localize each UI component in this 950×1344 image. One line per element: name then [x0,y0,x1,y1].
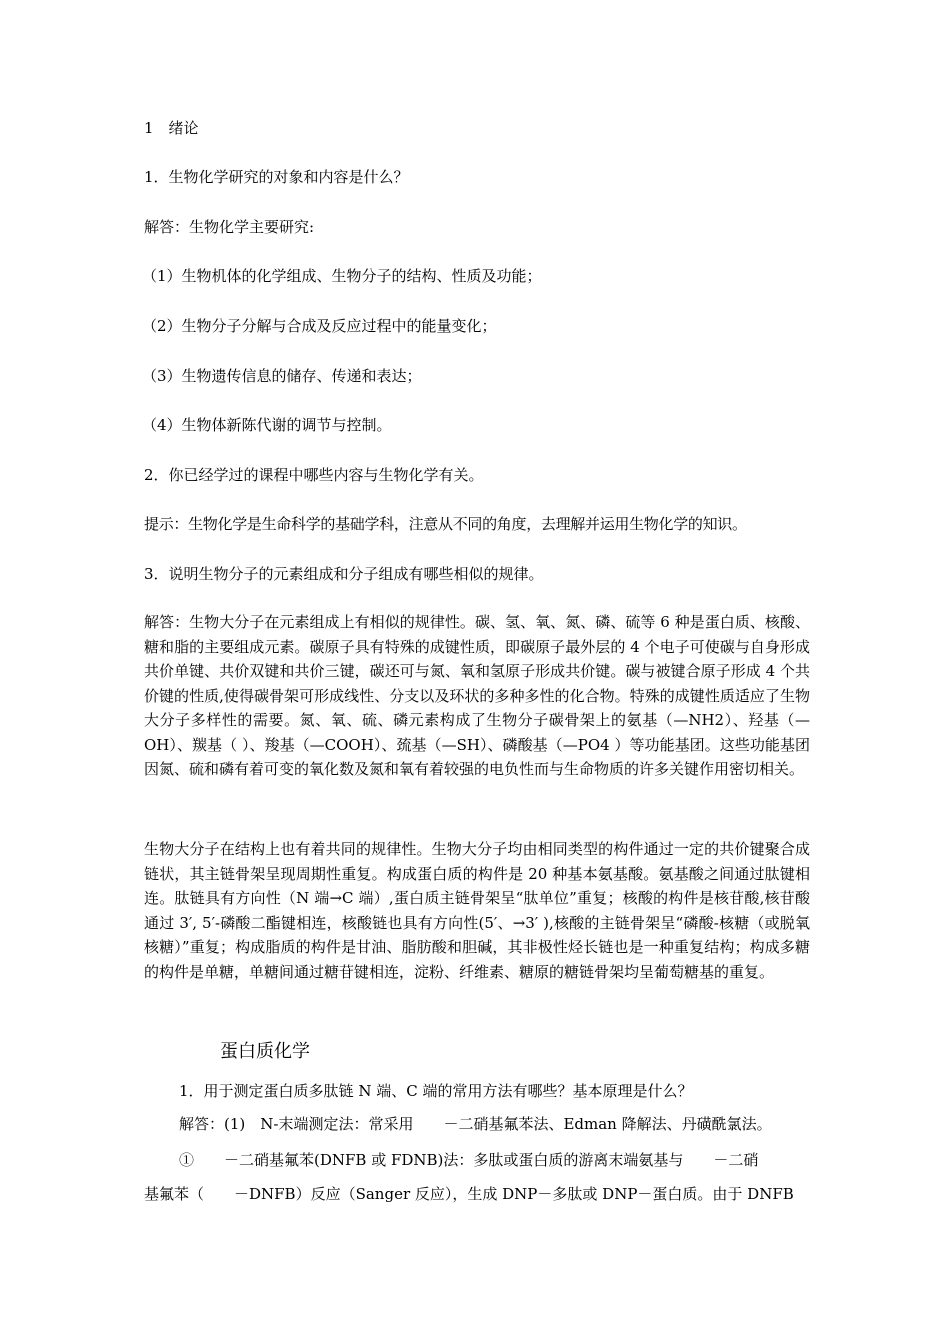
chapter1-title: 1 绪论 [144,119,199,137]
question-3: 3．说明生物分子的元素组成和分子组成有哪些相似的规律。 [144,565,544,583]
answer-1-item-4: （4）生物体新陈代谢的调节与控制。 [142,416,392,434]
answer-1-item-2: （2）生物分子分解与合成及反应过程中的能量变化； [142,317,497,335]
answer-3-paragraph-1: 解答：生物大分子在元素组成上有相似的规律性。碳、氢、氧、氮、磷、硫等 6 种是蛋白质、核酸、糖和脂的主要组成元素。碳原子具有特殊的成键性质，即碳原子最外层的 4 个电子可使碳与自身形成共价单键、共价双键和共价三键，碳还可与氮、氧和氢原子形成共价键。碳与被键合原子形成 4 个共价键的性质,使得碳骨架可形成线性、分支以及环状的多种多性的化合物。特殊的成键性质适应了生物大分子多样性的需要。氮、氧、硫、磷元素构成了生物分子碳骨架上的氨基（—NH2）、羟基（—OH）、羰基（ ）、羧基（—COOH）、巯基（—SH）、磷酸基（—PO4 ）等功能基团。这些功能基团因氮、硫和磷有着可变的氧化数及氮和氧有着较强的电负性而与生命物质的许多关键作用密切相关。 [144,613,810,778]
question-2: 2．你已经学过的课程中哪些内容与生物化学有关。 [144,466,484,484]
chapter2-answer-1-line-2: ① －二硝基氟苯(DNFB 或 FDNB)法：多肽或蛋白质的游离末端氨基与 －二硝 [179,1151,759,1169]
answer-1-item-3: （3）生物遗传信息的储存、传递和表达； [142,367,422,385]
answer-2: 提示：生物化学是生命科学的基础学科，注意从不同的角度，去理解并运用生物化学的知识。 [144,515,747,533]
answer-1-intro: 解答：生物化学主要研究: [144,218,315,236]
chapter2-title: 蛋白质化学 [220,1041,310,1062]
answer-1-item-1: （1）生物机体的化学组成、生物分子的结构、性质及功能； [142,267,542,285]
chapter2-question-1: 1．用于测定蛋白质多肽链 N 端、C 端的常用方法有哪些？基本原理是什么？ [179,1082,693,1100]
question-1: 1．生物化学研究的对象和内容是什么？ [144,168,409,186]
chapter2-answer-1-line-1: 解答：(1) N-末端测定法：常采用 －二硝基氟苯法、Edman 降解法、丹磺酰氯法。 [179,1115,772,1133]
answer-3-paragraph-2: 生物大分子在结构上也有着共同的规律性。生物大分子均由相同类型的构件通过一定的共价键聚合成链状，其主链骨架呈现周期性重复。构成蛋白质的构件是 20 种基本氨基酸。氨基酸之间通过肽键相连。肽链具有方向性（N 端→C 端）,蛋白质主链骨架呈“肽单位”重复；核酸的构件是核苷酸,核苷酸通过 3′, 5′-磷酸二酯键相连，核酸链也具有方向性(5′、→3′ ),核酸的主链骨架呈“磷酸-核糖（或脱氧核糖）”重复；构成脂质的构件是甘油、脂肪酸和胆碱，其非极性烃长链也是一种重复结构；构成多糖的构件是单糖，单糖间通过糖苷键相连，淀粉、纤维素、糖原的糖链骨架均呈葡萄糖基的重复。 [144,840,810,981]
chapter2-answer-1-line-3: 基氟苯（ －DNFB）反应（Sanger 反应），生成 DNP－多肽或 DNP－蛋白质。由于 DNFB [144,1185,794,1203]
